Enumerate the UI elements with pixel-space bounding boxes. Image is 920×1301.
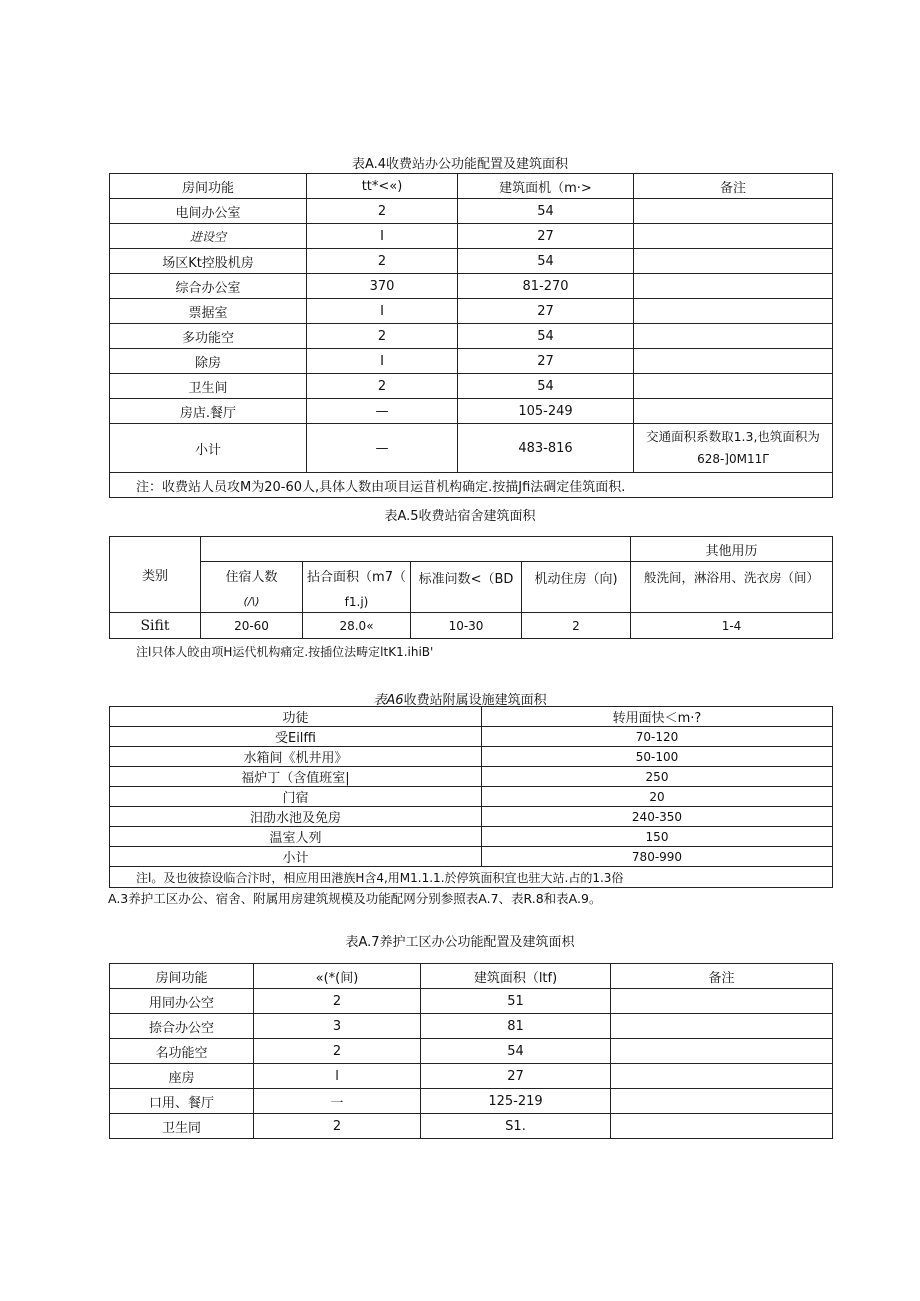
header-occupancy	[201, 562, 303, 613]
remark-line-1: 交通面积系数取1.3,也筑面积为	[646, 429, 820, 444]
cell-remark	[634, 224, 833, 249]
table-a7-caption: 表A.7养护工区办公功能配置及建筑面枳	[345, 935, 575, 950]
cell-room: 卫生同	[110, 1114, 254, 1139]
subtotal-remark	[634, 424, 833, 473]
cell-count: I	[307, 224, 458, 249]
table-row	[110, 1064, 833, 1089]
note-row	[110, 473, 833, 498]
header-wash-rooms: 般洗间，淋浴用、洗衣房（间）	[631, 562, 833, 613]
cell-area: 54	[458, 199, 634, 224]
cell-function: 福炉丁（含值班室|	[110, 767, 482, 787]
cell-remark	[611, 1039, 833, 1064]
cell-wash-rooms: 1-4	[631, 613, 833, 639]
cell-room: 综合办公室	[110, 274, 307, 299]
table-a5-note: 注l只体人皎由项H运代机构痛定.按插位法畴定ltK1.ihiB'	[136, 645, 434, 659]
cell-count: 2	[307, 324, 458, 349]
cell-category: Sifit	[110, 613, 201, 639]
cell-room: 口用、餐厅	[110, 1089, 254, 1114]
cell-area: 105-249	[458, 399, 634, 424]
cell-count: I	[307, 349, 458, 374]
cell-room: 进设空	[110, 224, 307, 249]
cell-total-area: 28.0«	[303, 613, 411, 639]
cell-count: 2	[254, 989, 421, 1014]
table-a6-note: 注l。及也彼捺设临合汴时，相应用田港族H含4,用M1.1.1.於停筑面积宜也驻大站.占的1.3俗	[110, 867, 833, 888]
cell-area: 54	[421, 1039, 611, 1064]
table-row	[110, 1039, 833, 1064]
cell-remark	[611, 1014, 833, 1039]
cell-count: 2	[254, 1039, 421, 1064]
cell-count: —	[307, 399, 458, 424]
table-row	[110, 299, 833, 324]
caption-rest: 收费站附属设施建筑面积	[403, 693, 547, 708]
cell-remark	[634, 249, 833, 274]
cell-area: 54	[458, 249, 634, 274]
cell-area: 250	[482, 767, 833, 787]
header-count: «(*(间)	[254, 964, 421, 989]
table-a6	[109, 706, 833, 888]
cell-count: 一	[254, 1089, 421, 1114]
cell-count: 2	[307, 249, 458, 274]
cell-area: S1.	[421, 1114, 611, 1139]
table-row	[110, 1089, 833, 1114]
cell-count: I	[307, 299, 458, 324]
header-other-rooms: 其他用历	[631, 537, 833, 562]
cell-area: 50-100	[482, 747, 833, 767]
cell-room: 电间办公室	[110, 199, 307, 224]
cell-room: 房店.餐厅	[110, 399, 307, 424]
header-occupancy-top: 住宿人数	[225, 570, 278, 585]
header-remark: 备注	[611, 964, 833, 989]
cell-area: 70-120	[482, 727, 833, 747]
cell-count: 2	[307, 374, 458, 399]
table-row	[110, 1014, 833, 1039]
table-a4	[109, 173, 833, 498]
subtotal-label: 小计	[110, 424, 307, 473]
subtotal-row	[110, 424, 833, 473]
cell-count: l	[254, 1064, 421, 1089]
cell-area: 150	[482, 827, 833, 847]
table-row	[110, 199, 833, 224]
cell-area: 54	[458, 374, 634, 399]
table-row	[110, 747, 833, 767]
cell-count: 3	[254, 1014, 421, 1039]
cell-room: 票据室	[110, 299, 307, 324]
cell-room: 捺合办公空	[110, 1014, 254, 1039]
cell-room: 卫生间	[110, 374, 307, 399]
cell-area: 27	[421, 1064, 611, 1089]
cell-area: 54	[458, 324, 634, 349]
header-total-area-unit: f1.j)	[344, 595, 369, 609]
cell-area: 27	[458, 349, 634, 374]
table-header-row	[110, 707, 833, 727]
cell-room: 多功能空	[110, 324, 307, 349]
cell-area: 27	[458, 299, 634, 324]
header-function: 功徒	[110, 707, 482, 727]
header-remark: 备注	[634, 174, 833, 199]
header-total-area	[303, 562, 411, 613]
cell-area: 81-270	[458, 274, 634, 299]
cell-occupancy: 20-60	[201, 613, 303, 639]
table-a5-caption: 表A.5收费站宿舍建筑面积	[384, 509, 536, 524]
cell-remark	[634, 374, 833, 399]
cell-room: 名功能空	[110, 1039, 254, 1064]
table-row	[110, 274, 833, 299]
header-flex-rooms: 机动住房（向)	[522, 562, 631, 613]
table-row	[110, 767, 833, 787]
table-row	[110, 399, 833, 424]
subtotal-count: —	[307, 424, 458, 473]
cell-area: 27	[458, 224, 634, 249]
cell-area: 240-350	[482, 807, 833, 827]
cell-remark	[634, 274, 833, 299]
cell-room: 除房	[110, 349, 307, 374]
header-category: 类别	[110, 537, 201, 613]
cell-remark	[634, 324, 833, 349]
cell-area: 20	[482, 787, 833, 807]
table-row	[110, 324, 833, 349]
table-row	[110, 224, 833, 249]
cell-flex-rooms: 2	[522, 613, 631, 639]
subtotal-label: 小计	[110, 847, 482, 867]
table-row	[110, 613, 833, 639]
cell-room: 用同办公空	[110, 989, 254, 1014]
note-row	[110, 867, 833, 888]
subtotal-area: 483-816	[458, 424, 634, 473]
header-standard-rooms: 标准问数<（BD	[411, 562, 522, 613]
header-room-function: 房间功能	[110, 174, 307, 199]
cell-standard-rooms: 10-30	[411, 613, 522, 639]
cell-remark	[634, 399, 833, 424]
cell-remark	[611, 989, 833, 1014]
table-row	[110, 787, 833, 807]
table-row	[110, 807, 833, 827]
section-a3-paragraph: A.3养护工区办公、宿舍、附属用房建筑规模及功能配网分别参照表A.7、表R.8和表A.9。	[108, 891, 602, 906]
cell-remark	[634, 199, 833, 224]
table-header-row	[110, 174, 833, 199]
table-a4-caption: 表A.4收费站办公功能配置及建筑面积	[351, 157, 569, 172]
header-area: 转用面快＜m·?	[482, 707, 833, 727]
cell-remark	[634, 299, 833, 324]
header-count: tt*<«)	[307, 174, 458, 199]
cell-area: 125-219	[421, 1089, 611, 1114]
cell-area: 51	[421, 989, 611, 1014]
table-header-row	[110, 964, 833, 989]
table-row	[110, 249, 833, 274]
table-a4-note: 注：收费站人员攻M为20-60人,具体人数由项目运苜机构确定.按描Jfi法碉定佳筑面积.	[110, 473, 833, 498]
cell-function: 汨劭水池及免房	[110, 807, 482, 827]
cell-remark	[634, 349, 833, 374]
header-area: 建筑面机（m·>	[458, 174, 634, 199]
cell-function: 门宿	[110, 787, 482, 807]
table-row	[110, 1114, 833, 1139]
caption-lead: 表A6	[373, 693, 404, 708]
subtotal-area: 780-990	[482, 847, 833, 867]
header-area: 建筑面积（ltf)	[421, 964, 611, 989]
table-row	[110, 989, 833, 1014]
cell-area: 81	[421, 1014, 611, 1039]
header-total-area-top: 拈合面积（m7（	[307, 570, 406, 585]
cell-function: 受Eilffi	[110, 727, 482, 747]
table-a5	[109, 536, 833, 639]
subtotal-row	[110, 847, 833, 867]
header-room-function: 房间功能	[110, 964, 254, 989]
cell-function: 温室人列	[110, 827, 482, 847]
table-row	[110, 827, 833, 847]
cell-remark	[611, 1114, 833, 1139]
cell-function: 水箱间《机井用》	[110, 747, 482, 767]
cell-count: 2	[307, 199, 458, 224]
cell-count: 370	[307, 274, 458, 299]
remark-line-2: 628-]0M11Γ	[697, 452, 769, 466]
table-row	[110, 349, 833, 374]
table-header-row	[110, 537, 833, 562]
cell-room: 场区Kt控股机房	[110, 249, 307, 274]
table-row	[110, 374, 833, 399]
cell-room: 座房	[110, 1064, 254, 1089]
cell-count: 2	[254, 1114, 421, 1139]
table-a7	[109, 963, 833, 1139]
table-row	[110, 727, 833, 747]
cell-remark	[611, 1089, 833, 1114]
header-blank	[201, 537, 631, 562]
header-occupancy-unit: (/\)	[243, 595, 260, 608]
cell-remark	[611, 1064, 833, 1089]
table-subheader-row	[110, 562, 833, 613]
